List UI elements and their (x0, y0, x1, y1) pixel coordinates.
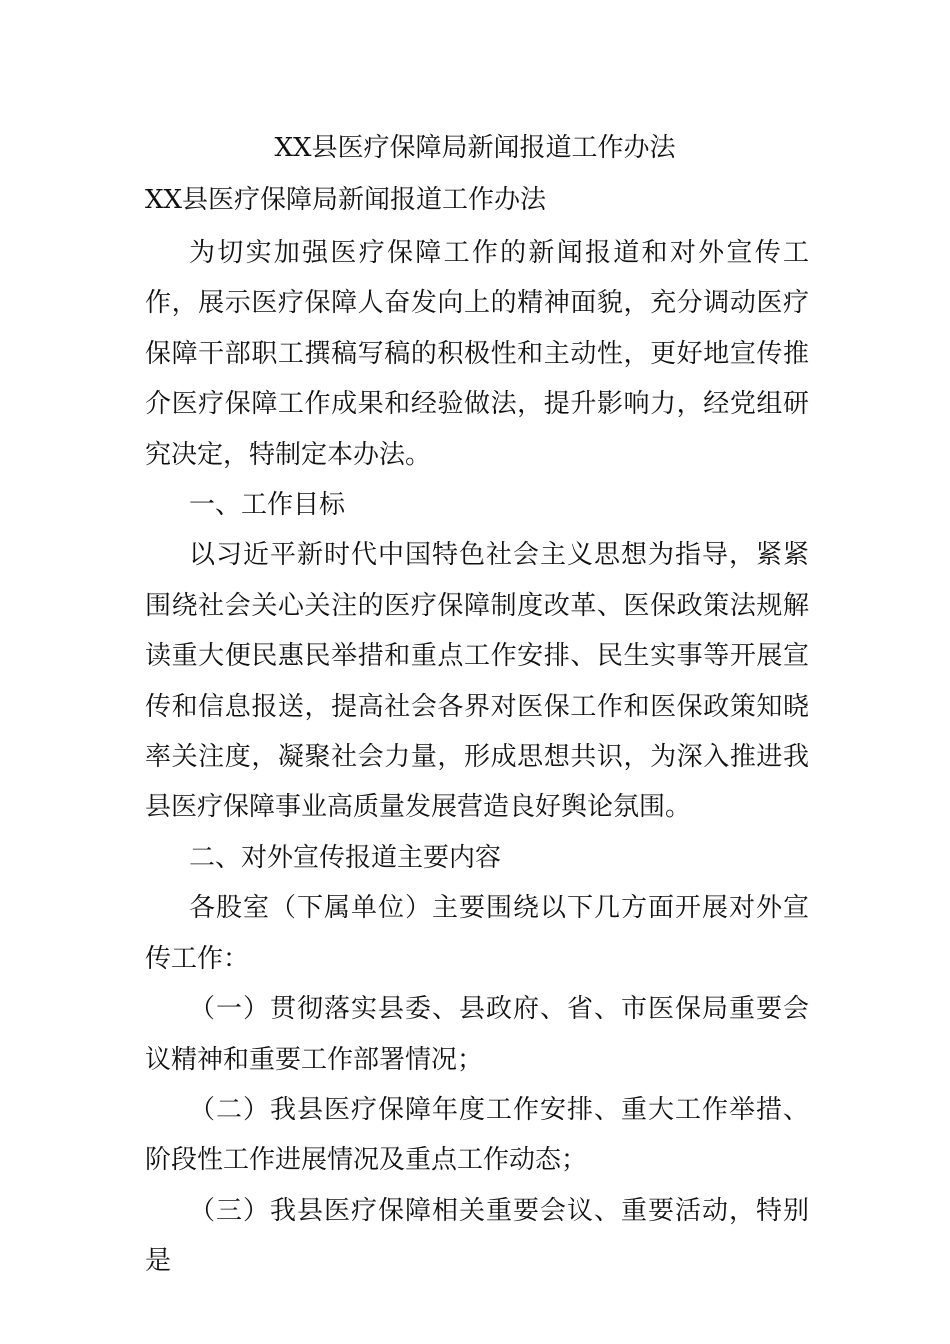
document-title: XX县医疗保障局新闻报道工作办法 (274, 133, 676, 163)
content-lead-paragraph: 各股室（下属单位）主要围绕以下几方面开展对外宣传工作： (145, 893, 809, 974)
intro-paragraph: 为切实加强医疗保障工作的新闻报道和对外宣传工作，展示医疗保障人奋发向上的精神面貌，充分调动医疗保障干部职工撰稿写稿的积极性和主动性，更好地宣传推介医疗保障工作成果和经验做法，提升影响力，经党组研究决定，特制定本办法。 (145, 238, 809, 470)
section-heading-content: 二、对外宣传报道主要内容 (189, 842, 502, 873)
document-body (145, 228, 809, 1287)
list-item: （一）贯彻落实县委、县政府、省、市医保局重要会议精神和重要工作部署情况； (145, 994, 809, 1075)
list-item: （二）我县医疗保障年度工作安排、重大工作举措、阶段性工作进展情况及重点工作动态； (145, 1094, 809, 1176)
list-item: （三）我县医疗保障相关重要会议、重要活动，特别是 (145, 1195, 809, 1277)
document-subtitle: XX县医疗保障局新闻报道工作办法 (145, 185, 547, 215)
section-heading-goals: 一、工作目标 (189, 490, 346, 521)
goals-paragraph: 以习近平新时代中国特色社会主义思想为指导，紧紧围绕社会关心关注的医疗保障制度改革、医保政策法规解读重大便民惠民举措和重点工作安排、民生实事等开展宣传和信息报送，提高社会各界对医保工作和医保政策知晓率关注度，凝聚社会力量，形成思想共识，为深入推进我县医疗保障事业高质量发展营造良好舆论氛围。 (145, 540, 809, 823)
